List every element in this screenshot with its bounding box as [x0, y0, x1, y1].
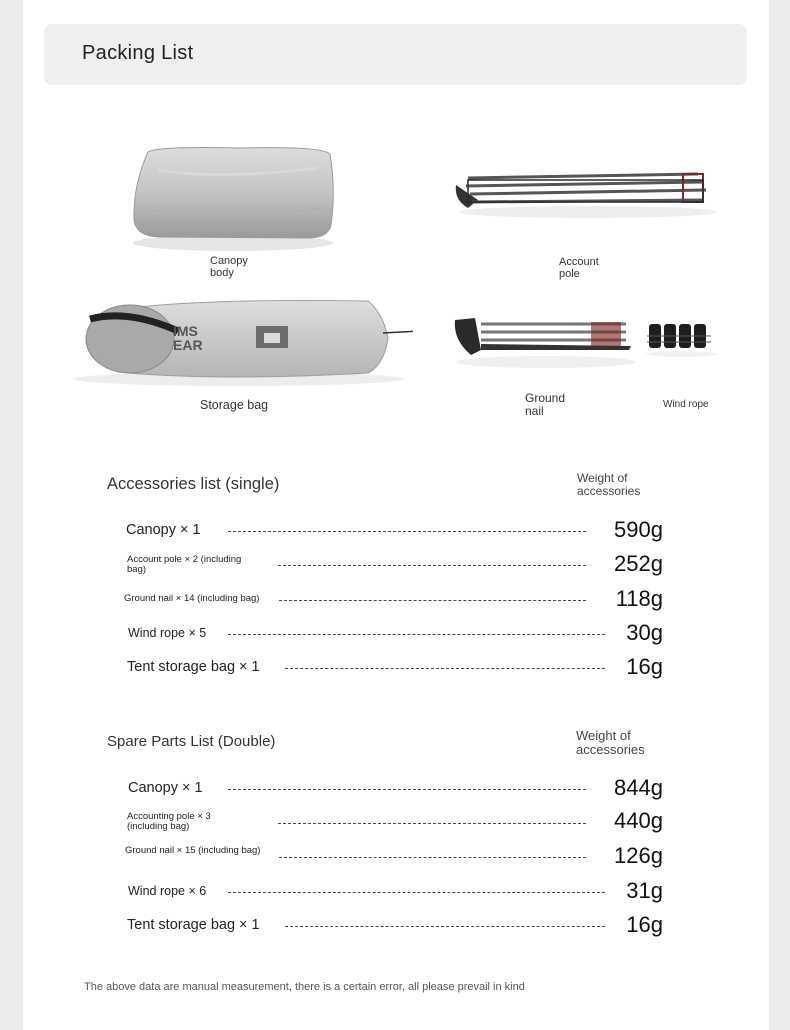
canopy-body-image [128, 140, 338, 255]
dotted-leader [278, 823, 586, 824]
item-name: Accounting pole × 3 (including bag) [127, 811, 211, 832]
canopy-body-label: Canopy body [210, 255, 248, 279]
item-name: Canopy × 1 [126, 522, 201, 538]
dotted-leader [228, 634, 605, 635]
item-name: Account pole × 2 (including bag) [127, 554, 242, 575]
page-title: Packing List [82, 42, 194, 64]
list-item [23, 807, 769, 837]
wind-rope-label: Wind rope [663, 399, 709, 410]
list-item [23, 585, 769, 615]
storage-bag-brand-text: IMS EAR [173, 323, 203, 353]
accessories-single-title: Accessories list (single) [107, 475, 280, 493]
item-weight: 16g [626, 912, 663, 937]
item-name: Wind rope × 6 [128, 884, 207, 898]
item-weight: 126g [614, 843, 663, 868]
packing-list-header [44, 24, 747, 85]
list-item [23, 911, 769, 941]
list-item [23, 550, 769, 580]
item-weight: 844g [614, 775, 663, 800]
list-item [23, 773, 769, 803]
list-item [23, 842, 769, 872]
item-weight: 252g [614, 551, 663, 576]
storage-bag-label: Storage bag [200, 398, 269, 412]
list-item [23, 877, 769, 907]
item-name: Ground nail × 14 (including bag) [124, 593, 260, 604]
spare-double-weight-header: Weight of accessories [576, 728, 645, 757]
accessories-single-weight-header: Weight of accessories [577, 471, 641, 498]
item-weight: 590g [614, 517, 663, 542]
list-item [23, 619, 769, 649]
item-name: Canopy × 1 [128, 780, 203, 796]
item-weight: 16g [626, 654, 663, 679]
spare-double-title: Spare Parts List (Double) [107, 733, 276, 750]
list-item [23, 653, 769, 683]
dotted-leader [228, 531, 586, 532]
item-name: Ground nail × 15 (including bag) [125, 845, 261, 856]
wind-rope-image [643, 318, 718, 358]
item-name: Tent storage bag × 1 [127, 659, 260, 675]
item-name: Tent storage bag × 1 [127, 917, 260, 933]
list-item [23, 515, 769, 545]
account-pole-label: Account pole [559, 256, 599, 280]
ground-nail-image [451, 310, 636, 370]
dotted-leader [228, 789, 586, 790]
ground-nail-label: Ground nail [525, 391, 566, 418]
dotted-leader [279, 600, 586, 601]
account-pole-image [448, 160, 718, 225]
dotted-leader [278, 565, 586, 566]
dotted-leader [228, 892, 605, 893]
item-name: Wind rope × 5 [128, 626, 207, 640]
item-weight: 30g [626, 620, 663, 645]
item-weight: 118g [615, 586, 663, 611]
packing-list-page [23, 0, 769, 1030]
item-weight: 31g [626, 878, 663, 903]
item-weight: 440g [614, 808, 663, 833]
dotted-leader [285, 668, 605, 669]
dotted-leader [285, 926, 605, 927]
measurement-disclaimer: The above data are manual measurement, there is a certain error, all please prevail in kind [84, 981, 525, 993]
storage-bag-image [68, 293, 413, 388]
dotted-leader [279, 857, 586, 858]
